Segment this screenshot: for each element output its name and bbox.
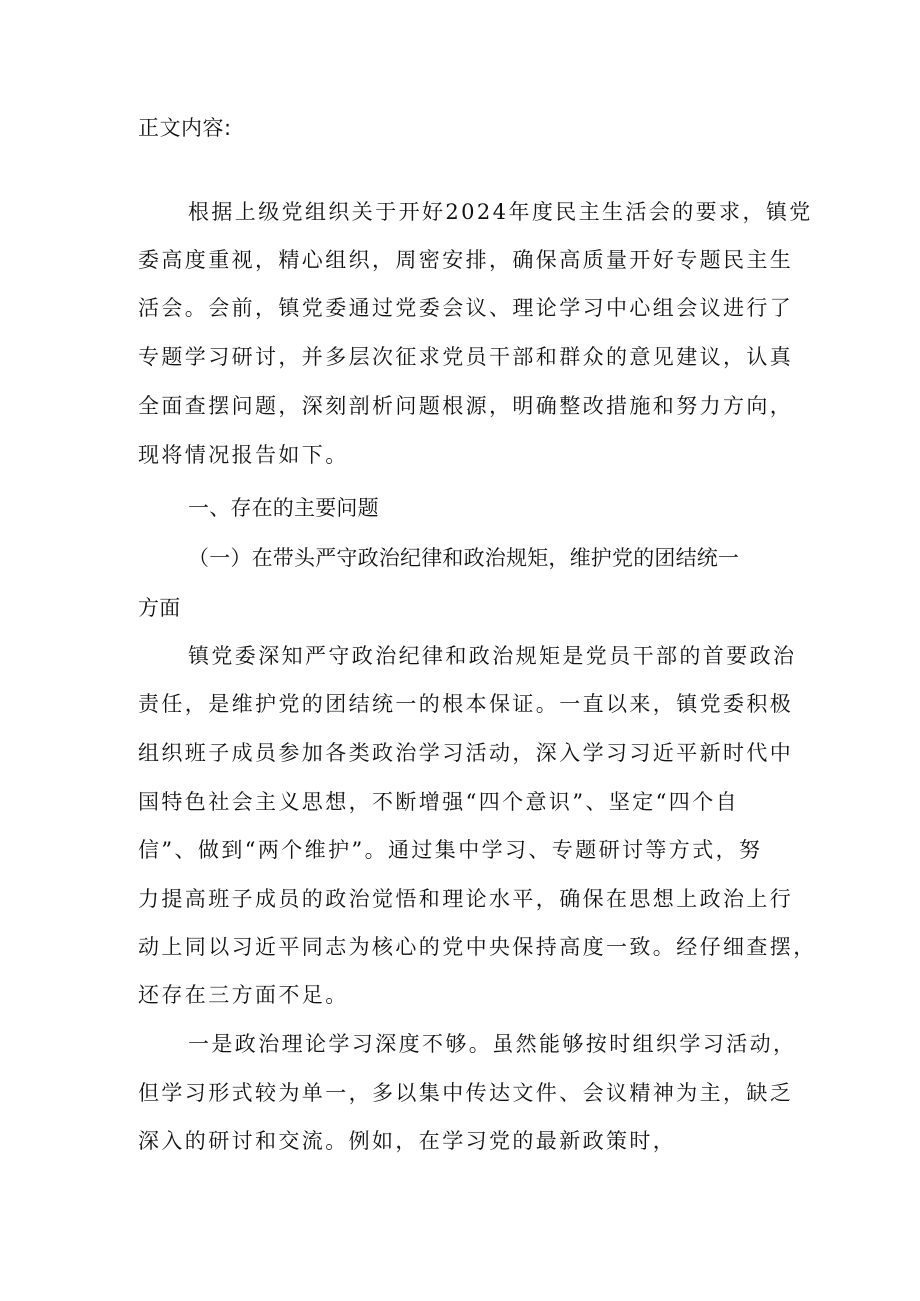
subsection-heading-line: （一）在带头严守政治纪律和政治规矩，维护党的团结统一 — [188, 546, 740, 570]
section-heading: 一、存在的主要问题 — [188, 496, 379, 520]
paragraph-line: 但学习形式较为单一，多以集中传达文件、会议精神为主，缺乏 — [138, 1081, 794, 1105]
paragraph-line: 委高度重视，精心组织，周密安排，确保高质量开好专题民主生 — [138, 248, 794, 272]
paragraph-line: 全面查摆问题，深刻剖析问题根源，明确整改措施和努力方向， — [138, 394, 794, 418]
paragraph-line: 一是政治理论学习深度不够。虽然能够按时组织学习活动， — [188, 1032, 797, 1056]
paragraph-line: 动上同以习近平同志为核心的党中央保持高度一致。经仔细查摆， — [138, 935, 817, 959]
paragraph-line: 深入的研讨和交流。例如，在学习党的最新政策时， — [138, 1129, 677, 1153]
paragraph-line: 责任，是维护党的团结统一的根本保证。一直以来，镇党委积极 — [138, 692, 794, 716]
paragraph-line: 现将情况报告如下。 — [138, 443, 349, 467]
paragraph-line: 专题学习研讨，并多层次征求党员干部和群众的意见建议，认真 — [138, 345, 794, 369]
paragraph-line: 国特色社会主义思想，不断增强“四个意识”、坚定“四个自 — [138, 790, 740, 814]
paragraph-line: 力提高班子成员的政治觉悟和理论水平，确保在思想上政治上行 — [138, 887, 794, 911]
paragraph-line: 信”、做到“两个维护”。通过集中学习、专题研讨等方式，努 — [138, 838, 763, 862]
paragraph-line: 组织班子成员参加各类政治学习活动，深入学习习近平新时代中 — [138, 741, 794, 765]
paragraph-line: 活会。会前，镇党委通过党委会议、理论学习中心组会议进行了 — [138, 296, 794, 320]
paragraph-line: 镇党委深知严守政治纪律和政治规矩是党员干部的首要政治 — [188, 644, 797, 668]
paragraph-line: 根据上级党组织关于开好2024年度民主生活会的要求，镇党 — [188, 200, 813, 224]
subsection-heading-line: 方面 — [138, 596, 181, 620]
document-title: 正文内容: — [138, 116, 232, 140]
paragraph-line: 还存在三方面不足。 — [138, 983, 349, 1007]
